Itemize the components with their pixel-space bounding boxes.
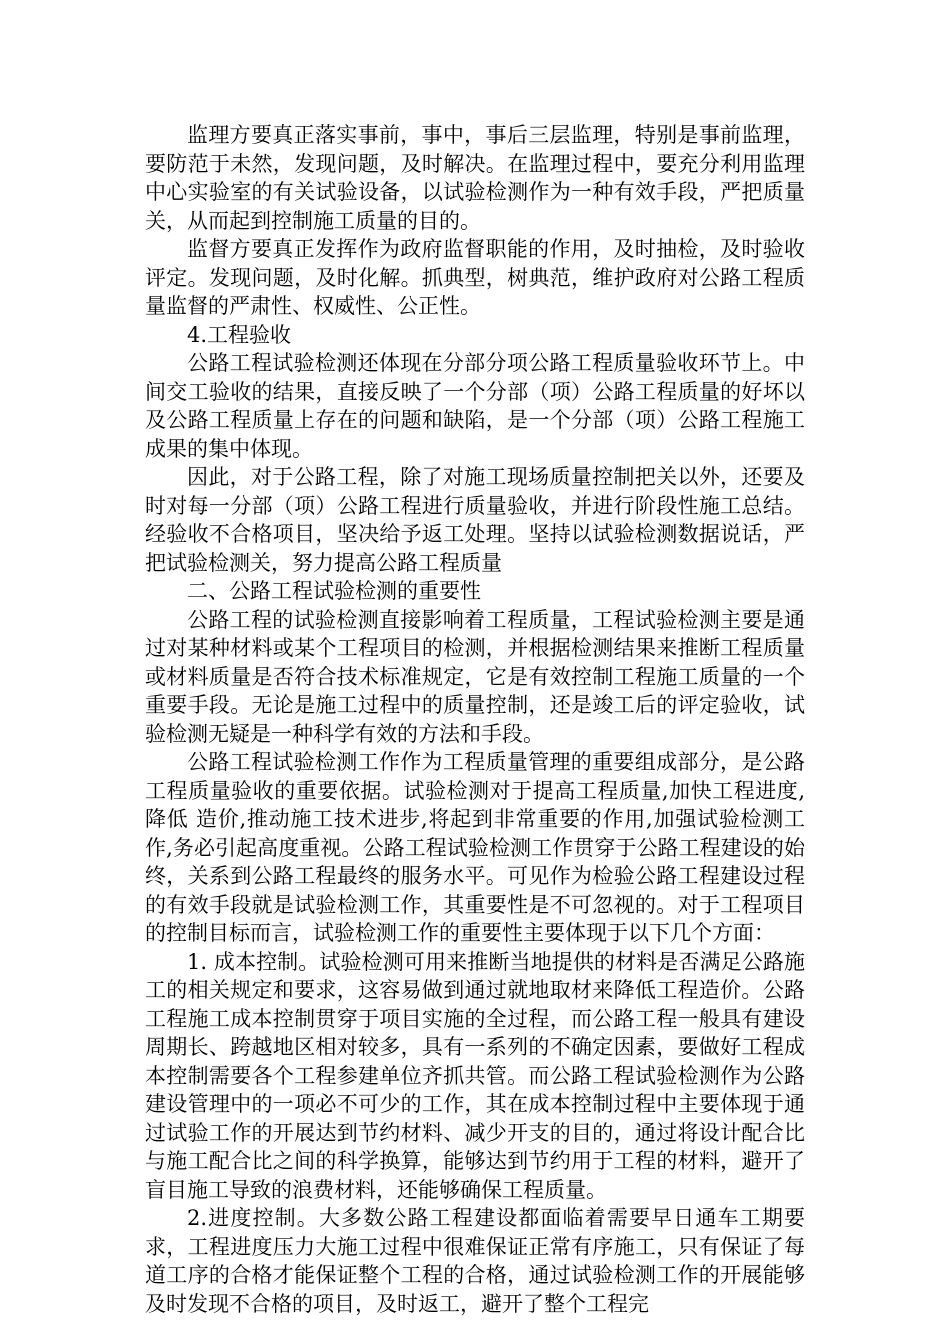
paragraph-acceptance: 公路工程试验检测还体现在分部分项公路工程质量验收环节上。中间交工验收的结果，直接反映了一个分部（项）公路工程质量的好坏以及公路工程质量上存在的问题和缺陷，是一个分部（项）公路工程施工成果的集中体现。 — [145, 351, 805, 461]
heading-importance: 二、公路工程试验检测的重要性 — [187, 579, 481, 603]
paragraph-supervision: 监理方要真正落实事前，事中，事后三层监理，特别是事前监理，要防范于未然，发现问题，及时解决。在监理过程中，要充分利用监理中心实验室的有关试验设备，以试验检测作为一种有效手段，严把质量关，从而起到控制施工质量的目的。 — [145, 123, 805, 233]
paragraph-therefore: 因此，对于公路工程，除了对施工现场质量控制把关以外，还要及时对每一分部（项）公路工程进行质量验收，并进行阶段性施工总结。经验收不合格项目，坚决给予返工处理。坚持以试验检测数据说话，严把试验检测关，努力提高公路工程质量 — [145, 465, 805, 575]
heading-acceptance: 4.工程验收 — [187, 322, 292, 347]
paragraph-testing-impact: 公路工程的试验检测直接影响着工程质量，工程试验检测主要是通过对某种材料或某个工程项目的检测，并根据检测结果来推断工程质量或材料质量是否符合技术标准规定，它是有效控制工程施工质量的一个重要手段。无论是施工过程中的质量控制，还是竣工后的评定验收，试验检测无疑是一种科学有效的方法和手段。 — [145, 607, 805, 746]
paragraph-oversight: 监督方要真正发挥作为政府监督职能的作用，及时抽检，及时验收评定。发现问题，及时化解。抓典型，树典范，维护政府对公路工程质量监督的严肃性、权威性、公正性。 — [145, 237, 805, 318]
paragraph-testing-role: 公路工程试验检测工作作为工程质量管理的重要组成部分，是公路工程质量验收的重要依据。试验检测对于提高工程质量,加快工程进度,降低 造价,推动施工技术进步,将起到非常重要的作用,加强试验检测工作,务必引起高度重视。公路工程试验检测工作贯穿于公路工程建设的始终，关系到公路工程最终的服务水平。可见作为检验公路工程建设过程的有效手段就是试验检测工作，其重要性是不可忽视的。对于工程项目的控制目标而言，试验检测工作的重要性主要体现于以下几个方面： — [145, 750, 805, 945]
paragraph-cost-control: 1. 成本控制。试验检测可用来推断当地提供的材料是否满足公路施工的相关规定和要求，这容易做到通过就地取材来降低工程造价。公路工程施工成本控制贯穿于项目实施的全过程，而公路工程一般具有建设周期长、跨越地区相对较多，具有一系列的不确定因素，要做好工程成本控制需要各个工程参建单位齐抓共管。而公路工程试验检测作为公路建设管理中的一项必不可少的工作，其在成本控制过程中主要体现于通过试验工作的开展达到节约材料、减少开支的目的，通过将设计配合比与施工配合比之间的科学换算，能够达到节约用于工程的材料，避开了盲目施工导致的浪费材料，还能够确保工程质量。 — [145, 949, 805, 1202]
paragraph-progress-control: 2.进度控制。大多数公路工程建设都面临着需要早日通车工期要求，工程进度压力大施工过程中很难保证正常有序施工，只有保证了每道工序的合格才能保证整个工程的合格，通过试验检测工作的开展能够及时发现不合格的项目，及时返工，避开了整个工程完 — [145, 1206, 805, 1316]
document-page — [145, 121, 805, 1318]
